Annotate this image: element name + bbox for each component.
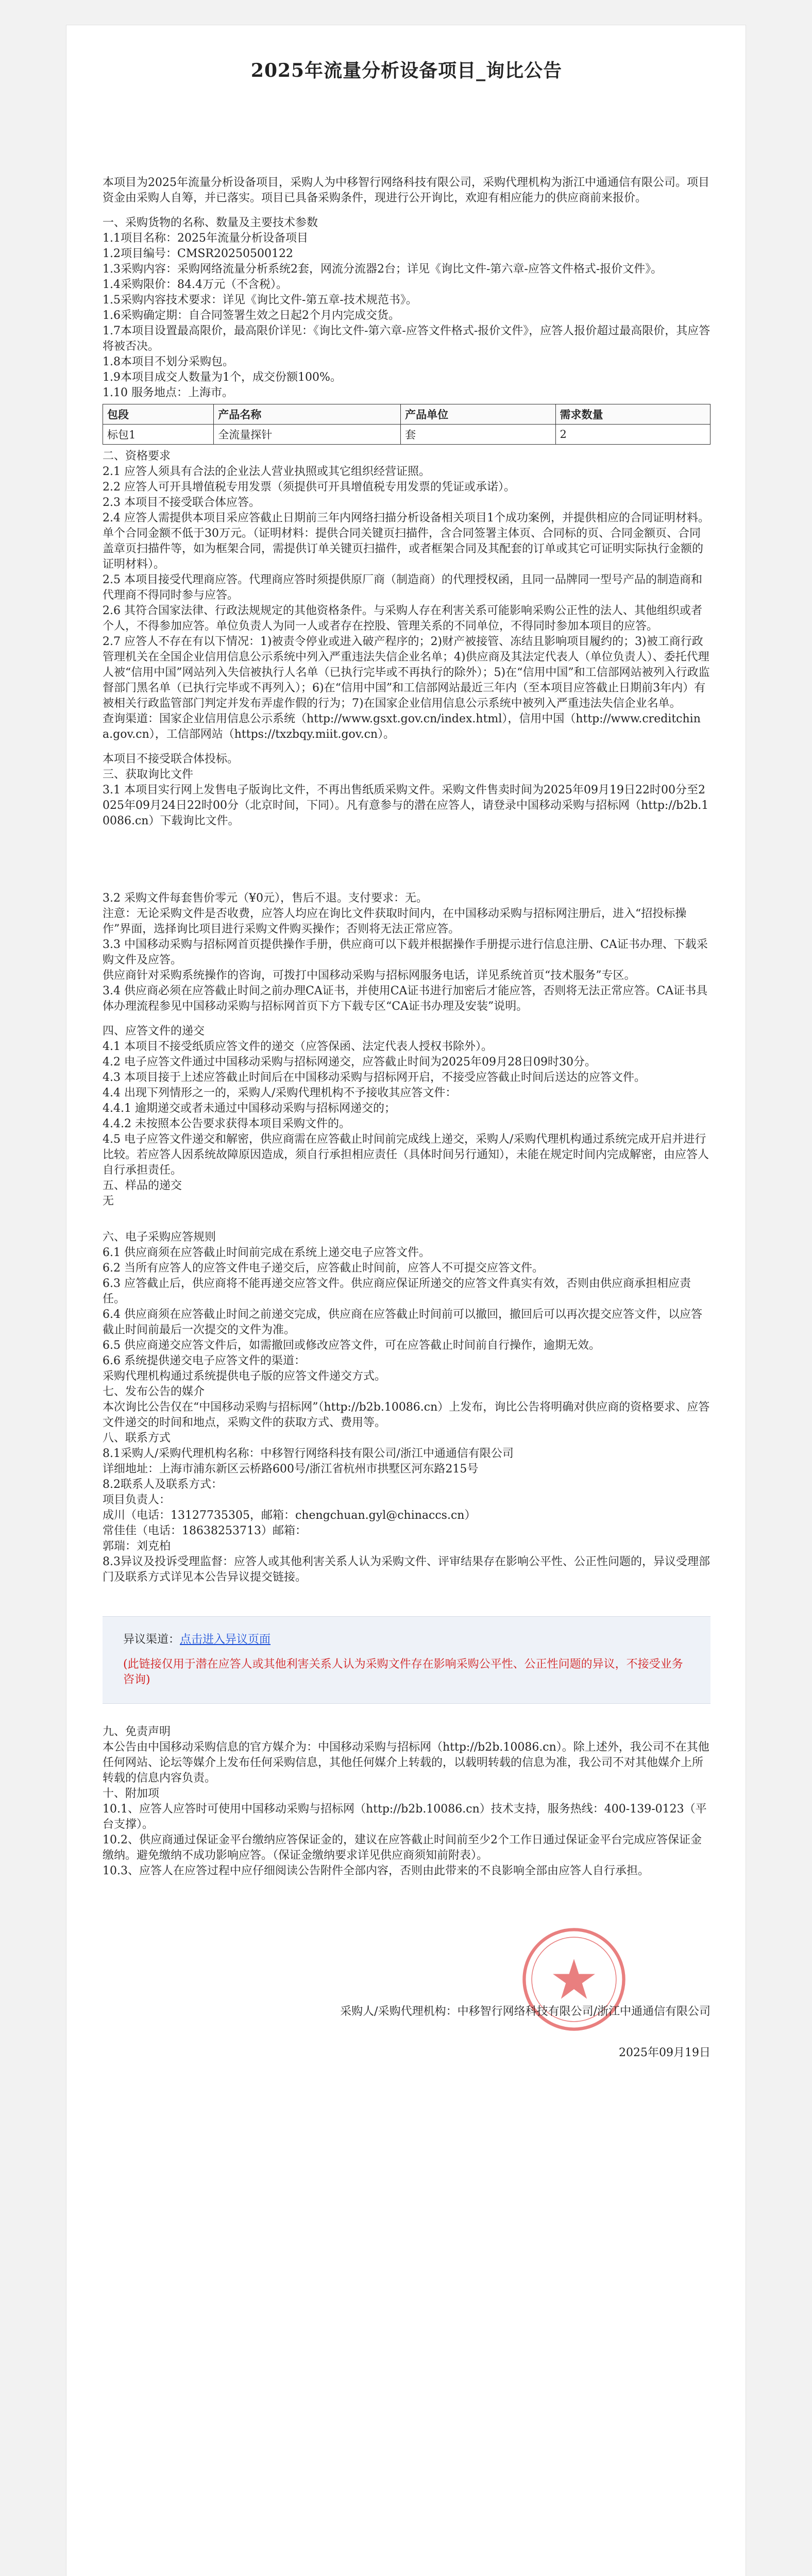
section-media-heading: 七、发布公告的媒介 [103, 1385, 205, 1398]
goods-item: 1.8本项目不划分采购包。 [103, 355, 234, 368]
contact-item: 8.3异议及投诉受理监督：应答人或其他利害关系人认为采购文件、评审结果存在影响公平性、公正性问题的，异议受理部门及联系方式详见本公告异议提交链接。 [103, 1555, 710, 1584]
contact-item: 8.2联系人及联系方式： [103, 1478, 223, 1491]
goods-item: 1.2项目编号：CMSR20250500122 [103, 247, 293, 260]
signature-date: 2025年09月19日 [619, 2046, 711, 2059]
goods-item: 1.6采购确定期：自合同签署生效之日起2个月内完成交货。 [103, 309, 400, 322]
rules-item: 6.3 应答截止后，供应商将不能再递交应答文件。供应商应保证所递交的应答文件真实有效，否则由供应商承担相应责任。 [103, 1277, 691, 1306]
section-obtain-heading: 三、获取询比文件 [103, 768, 194, 781]
section-disclaimer-heading: 九、免责声明 [103, 1725, 171, 1738]
obtain-item: 3.2 采购文件每套售价零元（¥0元），售后不退。支付要求：无。 [103, 892, 428, 905]
objection-line [123, 1632, 690, 1648]
table-header: 需求数量 [555, 404, 710, 425]
goods-item: 1.1项目名称：2025年流量分析设备项目 [103, 232, 308, 245]
table-header: 产品名称 [214, 404, 401, 425]
qualification-item: 2.3 本项目不接受联合体应答。 [103, 496, 260, 509]
qualification-item: 2.1 应答人须具有合法的企业法人营业执照或其它组织经营证照。 [103, 465, 430, 478]
qualification-item: 2.6 其符合国家法律、行政法规规定的其他资格条件。与采购人存在利害关系可能影响采购公正性的法人、其他组织或者个人，不得参加应答。单位负责人为同一人或者存在控股、管理关系的不同单位，不得同时参加本项目的应答。 [103, 604, 702, 633]
section-goods-heading: 一、采购货物的名称、数量及主要技术参数 [103, 216, 318, 229]
section-obtain-continued [103, 891, 711, 1014]
objection-warning: (此链接仅用于潜在应答人或其他利害关系人认为采购文件存在影响采购公平性、公正性问题的异议，不接受业务咨询) [123, 1658, 683, 1686]
section-addition-heading: 十、附加项 [103, 1787, 160, 1800]
section-sample-heading: 五、样品的递交 [103, 1179, 182, 1192]
document-sheet [66, 25, 746, 2576]
qualification-item: 2.7 应答人不存在有以下情况：1)被责令停业或进入破产程序的；2)财产被接管、冻结且影响项目履约的；3)被工商行政管理机关在全国企业信用信息公示系统中列入严重违法失信企业名单；4)供应商及其法定代表人（单位负责人）、委托代理人被“信用中国”网站列入失信被执行人名单（已执行完毕或不再执行的除外）；5)在“信用中国”和工信部网站被列入行政监督部门黑名单（已执行完毕或不再列入）；6)在“信用中国”和工信部网站最近三年内（至本项目应答截止日期前3年内）有被相关行政监管部门判定并发布弄虚作假的行为；7)在国家企业信用信息公示系统中被列入严重违法失信企业名单。 [103, 635, 710, 710]
submission-item: 4.4.2 未按照本公告要求获得本项目采购文件的。 [103, 1117, 350, 1130]
section-disclaimer [103, 1724, 711, 1879]
table-cell: 套 [401, 425, 555, 445]
rules-item: 6.5 供应商递交应答文件后，如需撤回或修改应答文件，可在应答截止时间前自行操作，逾期无效。 [103, 1339, 600, 1352]
addition-item: 10.3、应答人在应答过程中应仔细阅读公告附件全部内容，否则由此带来的不良影响全部由应答人自行承担。 [103, 1865, 649, 1877]
sample-value: 无 [103, 1195, 114, 1208]
submission-item: 4.4 出现下列情形之一的，采购人/采购代理机构不予接收其应答文件： [103, 1087, 457, 1099]
submission-item: 4.5 电子应答文件递交和解密，供应商需在应答截止时间前完成线上递交，采购人/采购代理机构通过系统完成开启并进行比较。若应答人因系统故障原因造成，须自行承担相应责任（具体时间另行通知），未能在规定时间内完成解密，由应答人自行承担责任。 [103, 1133, 709, 1177]
page-title: 2025年流量分析设备项目_询比公告 [250, 60, 563, 81]
disclaimer-item: 本公告由中国移动采购信息的官方媒介为：中国移动采购与招标网（http://b2b.10086.cn）。除上述外，我公司不在其他任何网站、论坛等媒介上发布任何采购信息，其他任何媒介上转载的，以载明转载的信息为准，我公司不对其他媒介上所转载的信息内容负责。 [103, 1741, 709, 1785]
contact-item: 详细地址：上海市浦东新区云桥路600号/浙江省杭州市拱墅区河东路215号 [103, 1463, 479, 1476]
goods-item: 1.5采购内容技术要求：详见《询比文件-第五章-技术规范书》。 [103, 294, 417, 307]
contact-item: 8.1采购人/采购代理机构名称：中移智行网络科技有限公司/浙江中通通信有限公司 [103, 1447, 514, 1460]
goods-item: 1.3采购内容：采购网络流量分析系统2套，网流分流器2台；详见《询比文件-第六章-应答文件格式-报价文件》。 [103, 263, 663, 276]
qualification-item: 2.5 本项目接受代理商应答。代理商应答时须提供原厂商（制造商）的代理授权函，且同一品牌同一型号产品的制造商和代理商不得同时参与应答。 [103, 573, 702, 602]
objection-link[interactable]: 点击进入异议页面 [180, 1633, 271, 1646]
obtain-item: 3.4 供应商必须在应答截止时间之前办理CA证书，并使用CA证书进行加密后才能应答，否则将无法正常应答。CA证书具体办理流程参见中国移动采购与招标网首页下方下载专区“CA证书办理及安装”说明。 [103, 985, 708, 1013]
submission-item: 4.4.1 逾期递交或者未通过中国移动采购与招标网递交的； [103, 1102, 396, 1115]
objection-box [103, 1616, 711, 1704]
table-row [103, 425, 711, 445]
section-qualification [103, 449, 711, 829]
rules-item: 6.2 当所有应答人的应答文件电子递交后，应答截止时间前，应答人不可提交应答文件。 [103, 1262, 544, 1275]
table-header-row [103, 404, 711, 425]
contact-item: 项目负责人： [103, 1494, 171, 1506]
no-consortium-note: 本项目不接受联合体投标。 [103, 753, 239, 766]
submission-item: 4.3 本项目接于上述应答截止时间后在中国移动采购与招标网开启，不接受应答截止时间后送达的应答文件。 [103, 1071, 646, 1084]
media-item: 本次询比公告仅在“中国移动采购与招标网”（http://b2b.10086.cn）上发布，询比公告将明确对供应商的资格要求、应答文件递交的时间和地点，采购文件的获取方式、费用等。 [103, 1401, 710, 1429]
contact-item: 常佳佳（电话：18638253713）邮箱： [103, 1524, 307, 1537]
intro-paragraph: 本项目为2025年流量分析设备项目，采购人为中移智行网络科技有限公司，采购代理机构为浙江中通通信有限公司。项目资金由采购人自筹，并已落实。项目已具备采购条件，现进行公开询比，欢迎有相应能力的供应商前来报价。 [103, 176, 709, 205]
table-header: 包段 [103, 404, 214, 425]
qualification-item: 2.4 应答人需提供本项目采应答截止日期前三年内网络扫描分析设备相关项目1个成功案例，并提供相应的合同证明材料。单个合同金额不低于30万元。（证明材料：提供合同关键页扫描件，含合同签署主体页、合同标的页、合同金额页、合同盖章页扫描件等，如为框架合同，需提供订单关键页扫描件，或者框架合同及其配套的订单或其它可证明实际执行金额的证明材料）。 [103, 512, 709, 571]
section-rules-heading: 六、电子采购应答规则 [103, 1231, 216, 1244]
rules-item: 6.6 系统提供递交电子应答文件的渠道： [103, 1354, 306, 1367]
goods-item: 1.4采购限价：84.4万元（不含税）。 [103, 278, 287, 291]
rules-item: 6.4 供应商须在应答截止时间之前递交完成，供应商在应答截止时间前可以撤回，撤回后可以再次提交应答文件，以应答截止时间前最后一次提交的文件为准。 [103, 1308, 702, 1336]
section-submission-heading: 四、应答文件的递交 [103, 1025, 205, 1038]
submission-item: 4.2 电子应答文件通过中国移动采购与招标网递交，应答截止时间为2025年09月28日09时30分。 [103, 1056, 596, 1069]
goods-item: 1.7本项目设置最高限价，最高限价详见：《询比文件-第六章-应答文件格式-报价文件》，应答人报价超过最高限价，其应答将被否决。 [103, 325, 711, 353]
obtain-item: 3.1 本项目实行网上发售电子版询比文件，不再出售纸质采购文件。采购文件售卖时间为2025年09月19日22时00分至2025年09月24日22时00分（北京时间，下同）。凡有意参与的潜在应答人，请登录中国移动采购与招标网（http://b2b.10086.cn）下载询比文件。 [103, 784, 709, 827]
obtain-note: 注意：无论采购文件是否收费，应答人均应在询比文件获取时间内，在中国移动采购与招标网注册后，进入“招投标操作”界面，选择询比项目进行采购文件购买操作；否则将无法正常应答。 [103, 907, 687, 936]
rules-item: 采购代理机构通过系统提供电子版的应答文件递交方式。 [103, 1370, 386, 1383]
table-cell: 标包1 [103, 425, 214, 445]
section-contact-heading: 八、联系方式 [103, 1432, 171, 1445]
objection-label: 异议渠道： [123, 1633, 180, 1646]
document-content [103, 56, 711, 2080]
section-qualification-heading: 二、资格要求 [103, 450, 171, 463]
contact-item: 成川（电话：13127735305，邮箱：chengchuan.gyl@chinaccs.cn） [103, 1509, 476, 1522]
addition-item: 10.2、供应商通过保证金平台缴纳应答保证金的，建议在应答截止时间前至少2个工作日通过保证金平台完成应答保证金缴纳。避免缴纳不成功影响应答。（保证金缴纳要求详见供应商须知前附表）。 [103, 1834, 702, 1862]
contact-item: 郭瑞：刘克柏 [103, 1540, 171, 1553]
table-cell: 全流量探针 [214, 425, 401, 445]
goods-item: 1.10 服务地点：上海市。 [103, 386, 233, 399]
qualification-item: 2.2 应答人可开具增值税专用发票（须提供可开具增值税专用发票的凭证或承诺）。 [103, 481, 515, 494]
submission-item: 4.1 本项目不接受纸质应答文件的递交（应答保函、法定代表人授权书除外）。 [103, 1040, 493, 1053]
package-table [103, 404, 711, 445]
section-rules [103, 1230, 711, 1585]
goods-item: 1.9本项目成交人数量为1个，成交份额100%。 [103, 371, 342, 384]
signature-block [103, 1925, 711, 2080]
addition-item: 10.1、应答人应答时可使用中国移动采购与招标网（http://b2b.10086.cn）技术支持，服务热线：400-139-0123（平台支撑）。 [103, 1803, 707, 1831]
signature-line: 采购人/采购代理机构：中移智行网络科技有限公司/浙江中通通信有限公司 [340, 2005, 711, 2018]
rules-item: 6.1 供应商须在应答截止时间前完成在系统上递交电子应答文件。 [103, 1246, 430, 1259]
section-submission [103, 1024, 711, 1209]
obtain-item: 3.3 中国移动采购与招标网首页提供操作手册，供应商可以下载并根据操作手册提示进行信息注册、CA证书办理、下载采购文件及应答。 [103, 938, 708, 967]
table-header: 产品单位 [401, 404, 555, 425]
section-goods [103, 215, 711, 401]
table-cell: 2 [555, 425, 710, 445]
obtain-item: 供应商针对采购系统操作的咨询，可拨打中国移动采购与招标网服务电话，详见系统首页“技术服务”专区。 [103, 969, 636, 982]
query-channels: 查询渠道：国家企业信用信息公示系统（http://www.gsxt.gov.cn/index.html），信用中国（http://www.creditchina.gov.cn），工信部网站（https://txzbqy.miit.gov.cn）。 [103, 713, 701, 741]
